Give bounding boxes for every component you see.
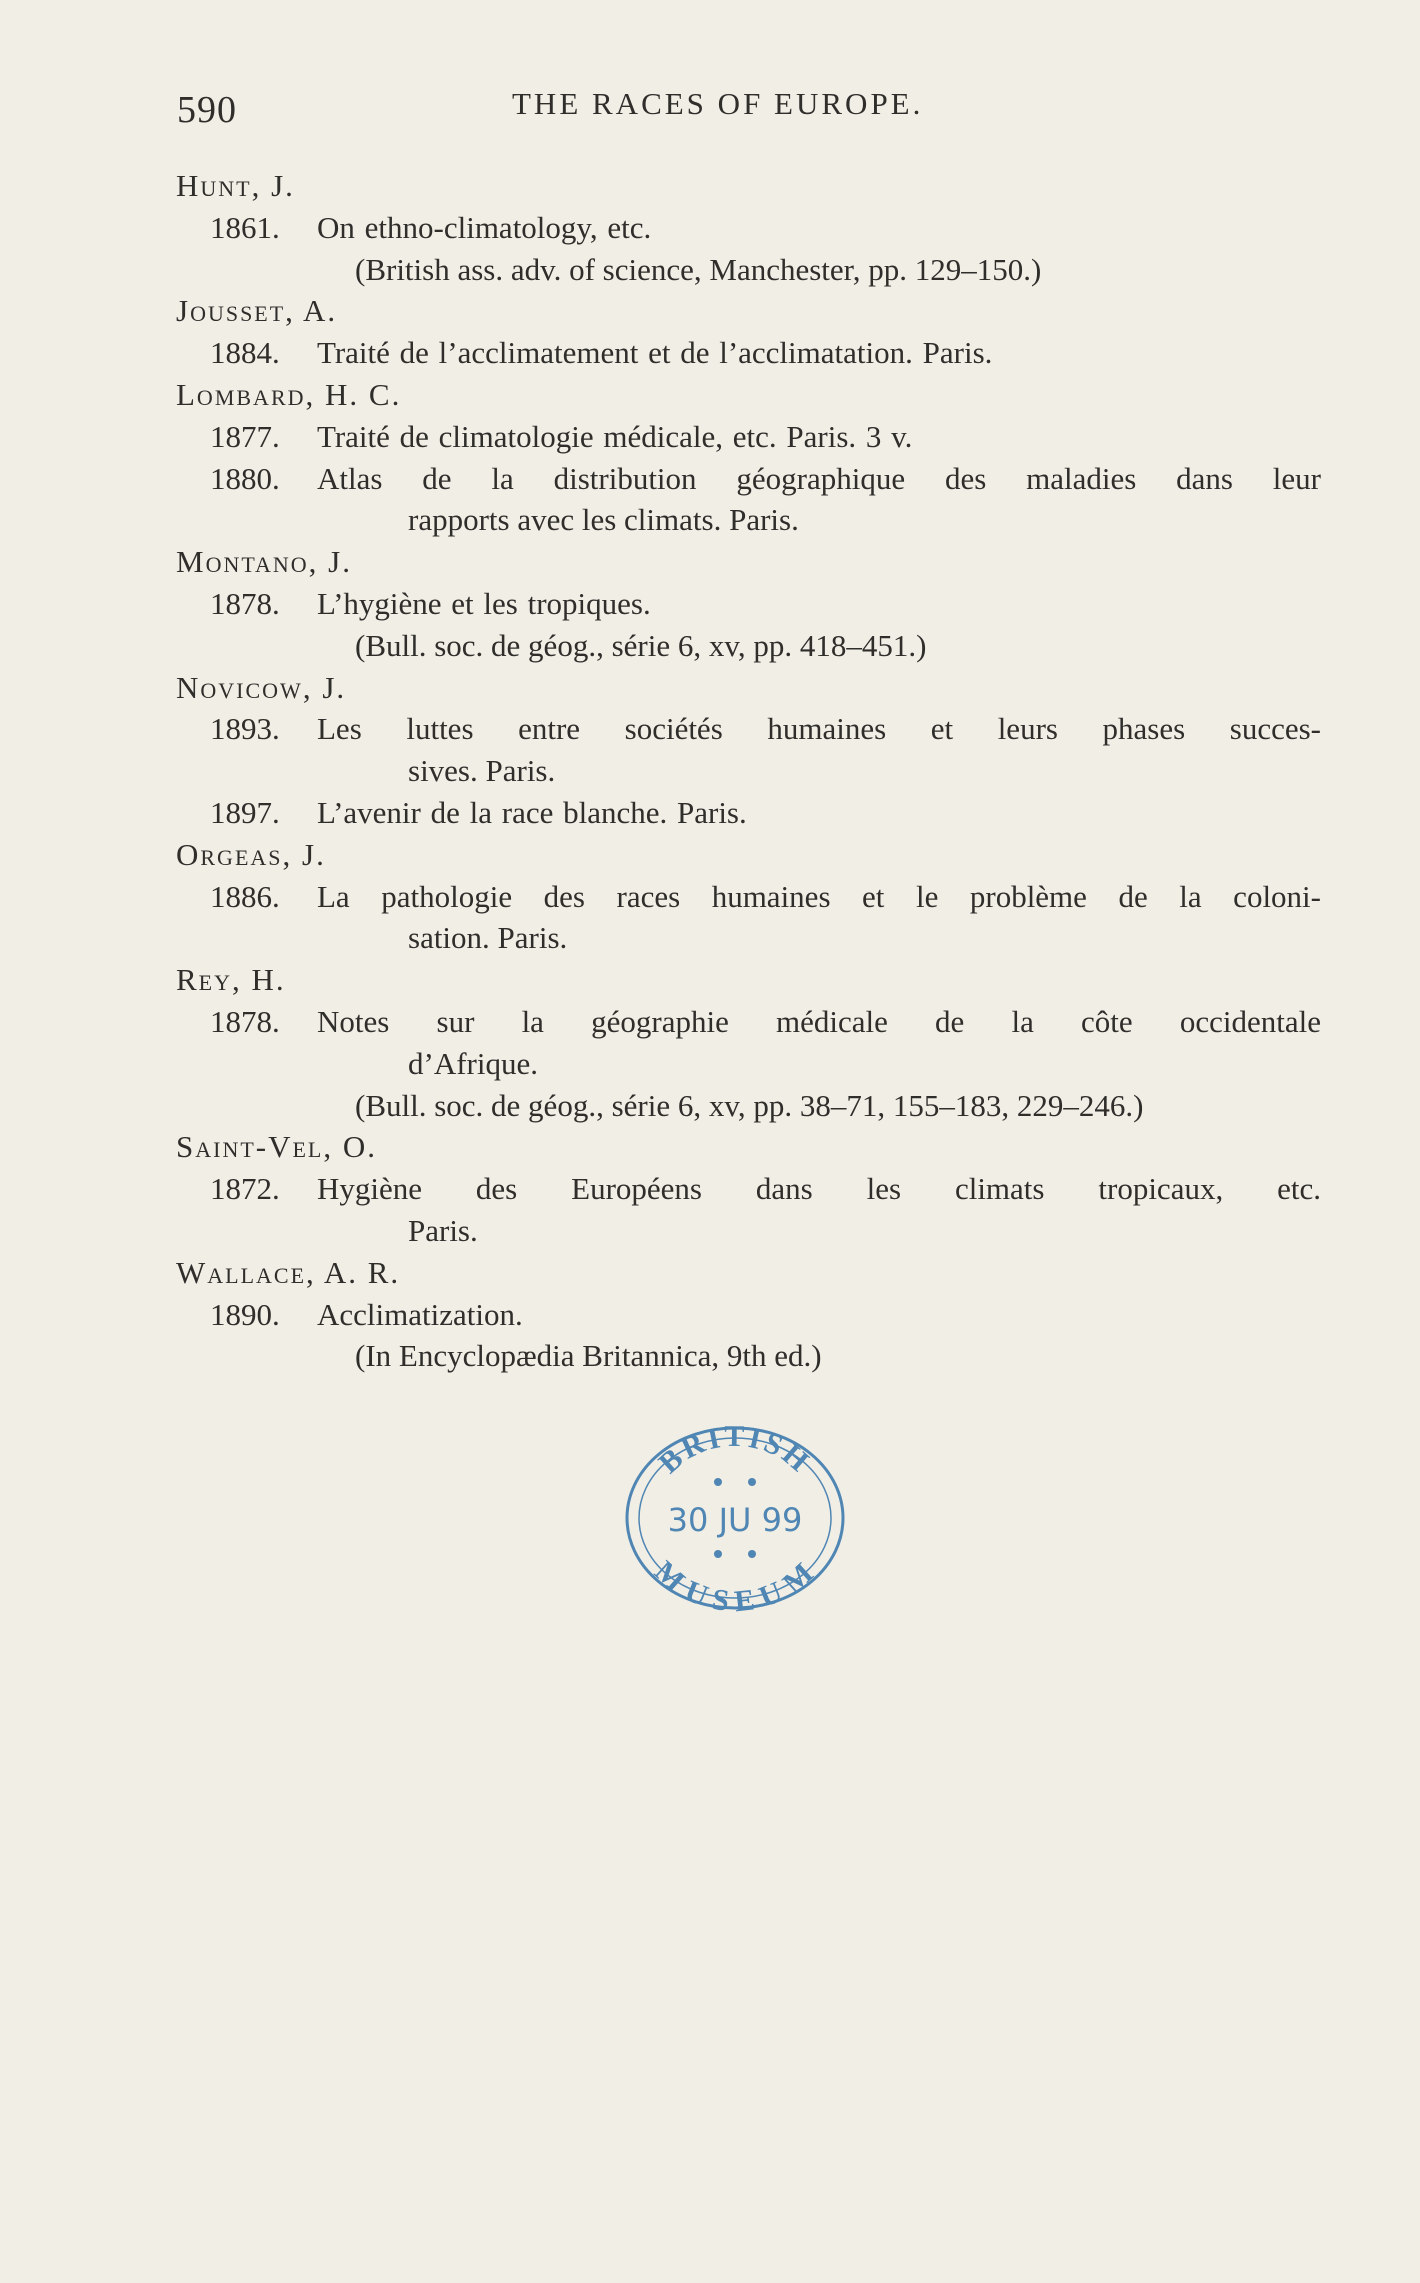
author-name: Jousset, A. xyxy=(176,293,338,329)
work-title: La pathologie des races humaines et le problème de la coloni- xyxy=(317,878,1321,914)
british-museum-stamp xyxy=(615,1418,855,1618)
stamp-top-text-path: BRITISH xyxy=(652,1419,818,1480)
stamp-dot xyxy=(748,1550,756,1558)
work-title: Notes sur la géographie médicale de la côte occidentale xyxy=(317,1003,1321,1039)
work-line xyxy=(0,708,1420,750)
work-title-continuation: rapports avec les climats. Paris. xyxy=(408,502,799,538)
work-year: 1890. xyxy=(210,1296,280,1332)
bibliography-list xyxy=(0,165,1420,1377)
stamp-dot xyxy=(714,1478,722,1486)
work-line xyxy=(0,876,1420,918)
work-year: 1893. xyxy=(210,711,280,747)
work-title: Traité de l’acclimatement et de l’acclimatation. Paris. xyxy=(317,335,993,371)
stamp-bottom-text-path: MUSEUM xyxy=(648,1554,822,1618)
work-year: 1897. xyxy=(210,794,280,830)
work-title: Les luttes entre sociétés humaines et leurs phases succes- xyxy=(317,711,1321,747)
work-year: 1872. xyxy=(210,1171,280,1207)
work-line xyxy=(0,1168,1420,1210)
work-title: Acclimatization. xyxy=(317,1296,523,1332)
stamp-seal-icon xyxy=(615,1418,855,1618)
work-line xyxy=(0,792,1420,834)
work-line xyxy=(0,583,1420,625)
author-name: Montano, J. xyxy=(176,544,352,580)
work-note: (Bull. soc. de géog., série 6, xv, pp. 418–451.) xyxy=(355,627,927,663)
work-year: 1877. xyxy=(210,418,280,454)
work-line xyxy=(0,207,1420,249)
work-year: 1878. xyxy=(210,1003,280,1039)
stamp-top-text xyxy=(653,1420,818,1480)
work-note: (British ass. adv. of science, Manchester, pp. 129–150.) xyxy=(355,251,1042,287)
work-note: (In Encyclopædia Britannica, 9th ed.) xyxy=(355,1338,822,1374)
stamp-dot xyxy=(748,1478,756,1486)
page-header xyxy=(0,84,1420,134)
author-name: Wallace, A. R. xyxy=(176,1254,401,1290)
work-line xyxy=(0,1001,1420,1043)
work-title: Hygiène des Européens dans les climats tropicaux, etc. xyxy=(317,1171,1321,1207)
author-name: Rey, H. xyxy=(176,962,286,998)
stamp-dot xyxy=(714,1550,722,1558)
work-title: On ethno-climatology, etc. xyxy=(317,209,652,245)
work-title-continuation: Paris. xyxy=(408,1212,478,1248)
work-year: 1884. xyxy=(210,335,280,371)
author-name: Orgeas, J. xyxy=(176,836,326,872)
work-year: 1880. xyxy=(210,460,280,496)
author-name: Lombard, H. C. xyxy=(176,376,402,412)
work-year: 1861. xyxy=(210,209,280,245)
work-note: (Bull. soc. de géog., série 6, xv, pp. 38–71, 155–183, 229–246.) xyxy=(355,1087,1144,1123)
work-title: L’avenir de la race blanche. Paris. xyxy=(317,794,747,830)
stamp-date: 30 JU 99 xyxy=(667,1501,803,1539)
work-title-continuation: d’Afrique. xyxy=(408,1045,538,1081)
running-title: THE RACES OF EUROPE. xyxy=(512,86,924,121)
work-line xyxy=(0,1294,1420,1336)
work-title: L’hygiène et les tropiques. xyxy=(317,585,651,621)
author-name: Saint-Vel, O. xyxy=(176,1129,378,1165)
work-title: Atlas de la distribution géographique des maladies dans leur xyxy=(317,460,1321,496)
work-year: 1886. xyxy=(210,878,280,914)
work-title-continuation: sation. Paris. xyxy=(408,920,568,956)
work-line xyxy=(0,416,1420,458)
page-number: 590 xyxy=(177,89,237,131)
work-year: 1878. xyxy=(210,585,280,621)
author-name: Hunt, J. xyxy=(176,168,295,203)
work-title-continuation: sives. Paris. xyxy=(408,753,556,789)
work-title: Traité de climatologie médicale, etc. Paris. 3 v. xyxy=(317,418,913,454)
work-line xyxy=(0,332,1420,374)
work-line xyxy=(0,458,1420,500)
author-name: Novicow, J. xyxy=(176,669,347,705)
